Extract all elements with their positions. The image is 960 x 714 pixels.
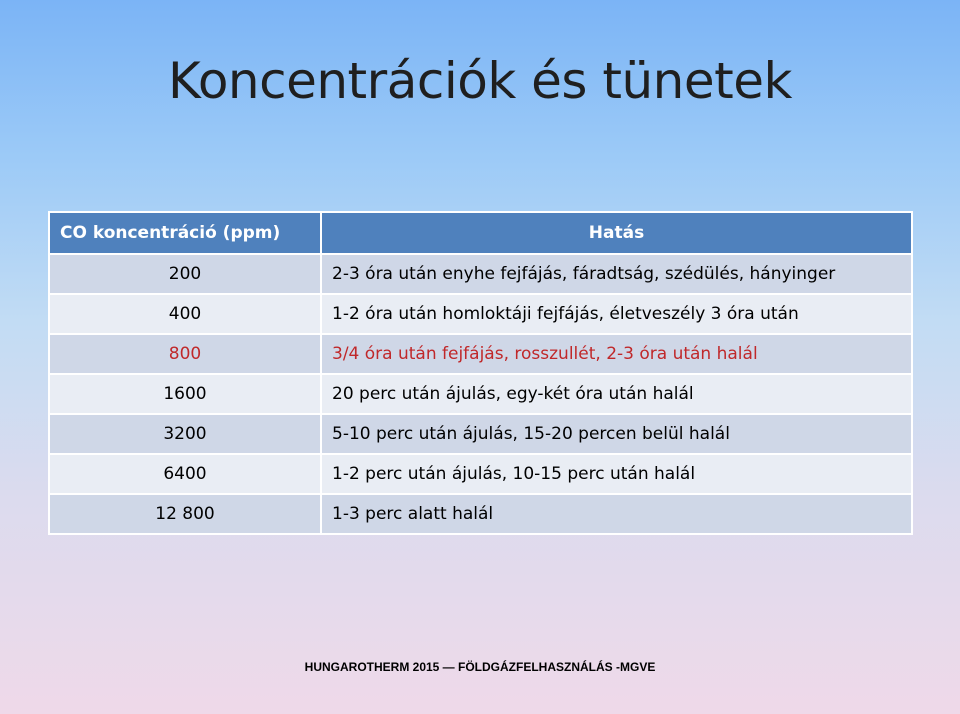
effect-cell: 1-3 perc alatt halál — [321, 494, 912, 534]
table-row — [49, 494, 912, 534]
header-effect: Hatás — [321, 212, 912, 254]
table-row — [49, 414, 912, 454]
concentration-cell: 200 — [49, 254, 321, 294]
effect-cell: 5-10 perc után ájulás, 15-20 percen belül halál — [321, 414, 912, 454]
concentration-cell: 800 — [49, 334, 321, 374]
co-concentration-table — [48, 211, 913, 535]
effect-cell: 3/4 óra után fejfájás, rosszullét, 2-3 óra után halál — [321, 334, 912, 374]
effect-cell: 1-2 perc után ájulás, 10-15 perc után halál — [321, 454, 912, 494]
table-row — [49, 294, 912, 334]
concentration-cell: 400 — [49, 294, 321, 334]
concentration-cell: 3200 — [49, 414, 321, 454]
concentration-cell: 12 800 — [49, 494, 321, 534]
effect-cell: 20 perc után ájulás, egy-két óra után halál — [321, 374, 912, 414]
concentration-cell: 1600 — [49, 374, 321, 414]
slide-title: Koncentrációk és tünetek — [168, 52, 792, 110]
concentration-cell: 6400 — [49, 454, 321, 494]
table-row — [49, 374, 912, 414]
table-row — [49, 454, 912, 494]
table-row-highlighted — [49, 334, 912, 374]
table-row — [49, 254, 912, 294]
table-header-row — [49, 212, 912, 254]
effect-cell: 2-3 óra után enyhe fejfájás, fáradtság, szédülés, hányinger — [321, 254, 912, 294]
header-concentration: CO koncentráció (ppm) — [49, 212, 321, 254]
effect-cell: 1-2 óra után homloktáji fejfájás, életveszély 3 óra után — [321, 294, 912, 334]
slide-footer: HUNGAROTHERM 2015 — FÖLDGÁZFELHASZNÁLÁS -MGVE — [304, 660, 656, 674]
